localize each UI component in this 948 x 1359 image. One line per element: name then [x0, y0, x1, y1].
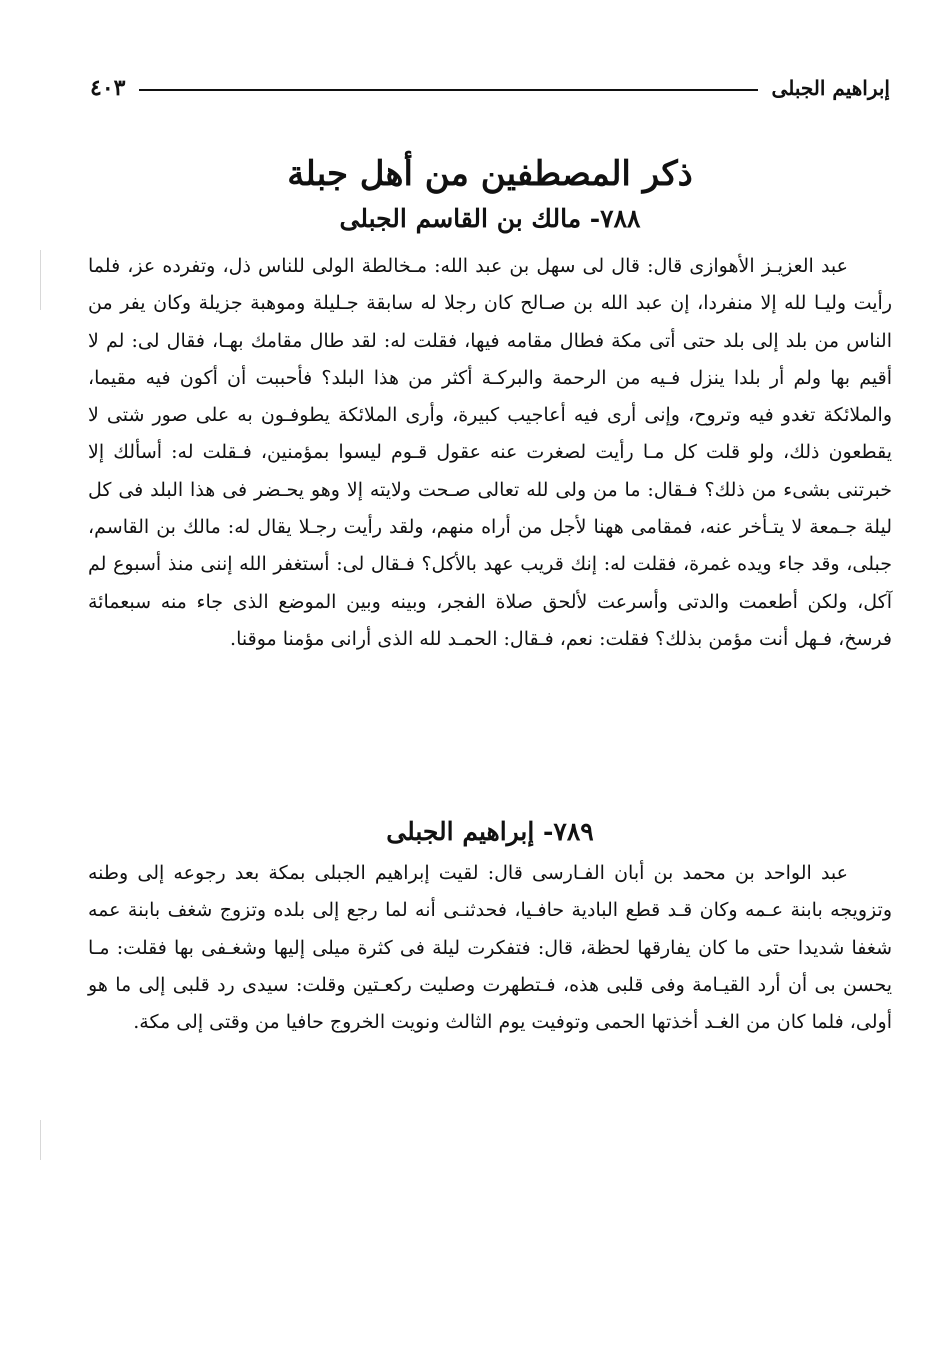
scan-artifact [40, 250, 41, 310]
entry-body [88, 248, 892, 658]
chapter-title: ذكر المصطفين من أهل جبلة [287, 154, 693, 194]
entry-heading: ٧٨٨- مالك بن القاسم الجبلى [339, 204, 641, 233]
entry-heading: ٧٨٩- إبراهيم الجبلى [386, 817, 594, 846]
entry-paragraph: عبد الواحد بن محمد بن أبان الفـارسى قال: لقيت إبراهيم الجبلى بمكة بعد رجوعه إلى وطنه وتزويجه بابنة عـمه وكان قـد قطع البادية حافـيا، فحدثنـى أنه لما رجع إلى بلده وتزوج شغف بابنة عمه شغفا شديدا حتى ما كان يفارقها لحظة، قال: فتفكرت ليلة فى كثرة ميلى إليها وشغـفى بها فقلت: مـا يحسن بى أن أرد القيـامة وفى قلبى هذه، فـتطهرت وصليت ركعـتين وقلت: سيدى رد قلبى إلى ما هو أولى، فلما كان من الغـد أخذتها الحمى وتوفيت يوم الثالث ونويت الخروج حافيا من وقتى إلى مكة. [88, 862, 892, 1034]
page-number: ٤٠٣ [90, 75, 126, 101]
running-title: إبراهيم الجبلى [771, 76, 890, 100]
running-header [90, 70, 890, 106]
entry-paragraph: عبد العزيـز الأهوازى قال: قال لى سهل بن عبد الله: مـخالطة الولى للناس ذل، وتفرده عز، فلما رأيت وليـا لله إلا منفردا، إن عبد الله بن صـالح كان رجلا له سابقة جـليلة وموهبة جزيلة وكان يفر من الناس من بلد إلى بلد حتى أتى مكة فطال مقامه فيها، فقلت له: لقد طال مقامك بهـا، فقال لى: لم لا أقيم بها ولم أر بلدا ينزل فـيه من الرحمة والبركـة أكثر من هذا البلد؟ فأحببت أن أكون فيه مقيما، والملائكة تغدو فيه وتروح، وإنى أرى فيه أعاجيب كبيرة، وأرى الملائكة يطوفـون به على صور شتى لا يقطعون ذلك، ولو قلت كل مـا رأيت لصغرت عنه عقول قـوم ليسوا بمؤمنين، فـقلت له: أسألك إلا خبرتنى بشىء من ذلك؟ فـقال: ما من ولى لله تعالى صـحت ولايته إلا وهو يحـضر فى هذا البلد فى كل ليلة جـمعة لا يتـأخر عنه، فمقامى ههنا لأجل من أراه منهم، ولقد رأيت رجـلا يقال له: مالك بن القاسم، جبلى، وقد جاء ويده غمرة، فقلت له: إنك قريب عهد بالأكل؟ فـقال لى: أستغفر الله إننى منذ أسبوع لم آكل، ولكن أطعمت والدتى وأسرعت لألحق صلاة الفجر، وبينه وبين الموضع الذى جاء منه سبعمائة فرسخ، فـهل أنت مؤمن بذلك؟ فقلت: نعم، فـقال: الحمـد لله الذى أرانى مؤمنا موقنا. [88, 255, 893, 650]
header-rule [139, 89, 757, 91]
scan-artifact [40, 1120, 41, 1160]
entry-body [88, 855, 892, 1041]
